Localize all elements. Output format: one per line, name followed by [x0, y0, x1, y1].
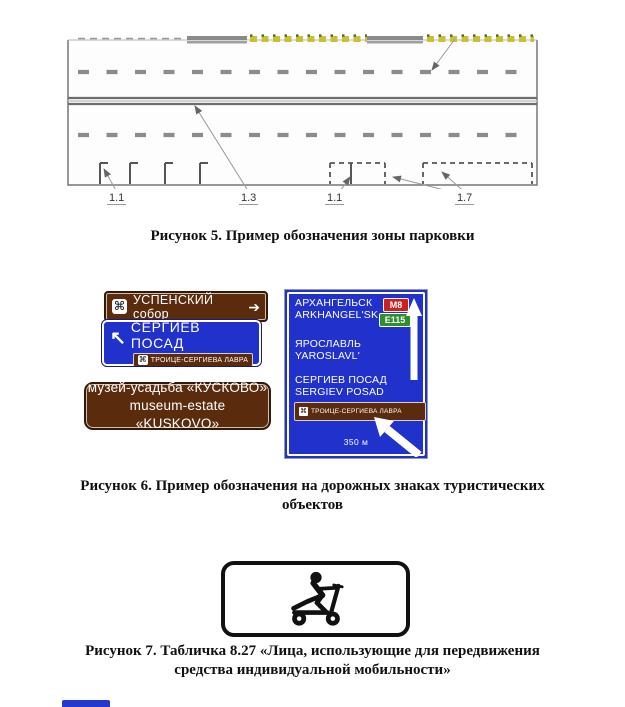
destination-yaroslavl-lat: YAROSLAVL'	[295, 349, 360, 362]
bent-up-left-arrow-icon	[367, 415, 425, 457]
figure5-caption: Рисунок 5. Пример обозначения зоны парковки	[150, 228, 475, 244]
route-m8-badge: М8	[383, 298, 409, 312]
destination-arkhangelsk-ru: АРХАНГЕЛЬСК	[295, 297, 373, 309]
road-outline	[68, 40, 537, 185]
bus-stop-bar-marking	[367, 36, 423, 40]
uspensky-cathedral-sign	[104, 291, 268, 322]
direction-sign	[284, 289, 428, 459]
kick-scooter-rider-icon	[268, 570, 364, 628]
destination-sergiev-posad-lat: SERGIEV POSAD	[295, 385, 384, 398]
partial-sign-cutoff	[62, 700, 110, 707]
figure6-caption-line1: Рисунок 6. Пример обозначения на дорожных знаках туристических	[80, 478, 545, 494]
place-of-interest-icon: ⌘	[113, 299, 126, 313]
marking-label-1-7: 1.7	[457, 192, 473, 204]
figure7-caption-line2: средства индивидуальной мобильности»	[174, 662, 451, 678]
figure6-caption	[0, 477, 625, 515]
kuskovo-sign-line-ru: музей-усадьба «КУСКОВО»	[87, 380, 268, 395]
marking-label-1-3: 1.3	[241, 192, 257, 204]
lavra-inset-label: ТРОИЦЕ-СЕРГИЕВА ЛАВРА	[150, 356, 249, 364]
kuskovo-estate-sign	[84, 382, 271, 430]
figure7-caption-line1: Рисунок 7. Табличка 8.27 «Лица, использующие для передвижения	[85, 643, 540, 659]
sergiev-posad-sign	[102, 320, 261, 366]
place-of-interest-icon: ⌘	[300, 408, 307, 415]
destination-sergiev-posad	[295, 375, 387, 398]
parking-zone-diagram	[66, 34, 540, 189]
distance-label: 350 м	[343, 437, 369, 447]
double-solid-line	[68, 98, 537, 104]
place-of-interest-icon: ⌘	[138, 355, 147, 364]
sergiev-sign-label: СЕРГИЕВ ПОСАД	[130, 319, 201, 351]
figure7-caption	[0, 642, 625, 680]
up-arrow-icon	[405, 298, 423, 382]
destination-sergiev-posad-ru: СЕРГИЕВ ПОСАД	[295, 374, 387, 386]
destination-yaroslavl	[295, 339, 361, 362]
plate-8-27-sign	[221, 561, 410, 637]
uspensky-sign-label: УСПЕНСКИЙ собор	[133, 292, 214, 321]
destination-arkhangelsk	[295, 298, 378, 321]
right-arrow-icon: ➔	[248, 298, 260, 315]
destination-yaroslavl-ru: ЯРОСЛАВЛЬ	[295, 338, 362, 350]
marking-label-1-1-left: 1.1	[109, 192, 125, 204]
route-e115-badge: Е115	[379, 313, 411, 327]
kuskovo-sign-line-en: museum-estate «KUSKOVO»	[129, 398, 226, 431]
figure6-caption-line2: объектов	[281, 497, 344, 513]
lavra-inset-panel	[133, 353, 253, 367]
up-left-arrow-icon: ↖	[110, 327, 126, 349]
marking-label-1-1-mid: 1.1	[327, 192, 343, 204]
destination-arkhangelsk-lat: ARKHANGEL'SK	[295, 308, 379, 321]
bus-stop-bar-marking	[187, 36, 247, 40]
lavra-inset-label: ТРОИЦЕ-СЕРГИЕВА ЛАВРА	[311, 408, 402, 415]
